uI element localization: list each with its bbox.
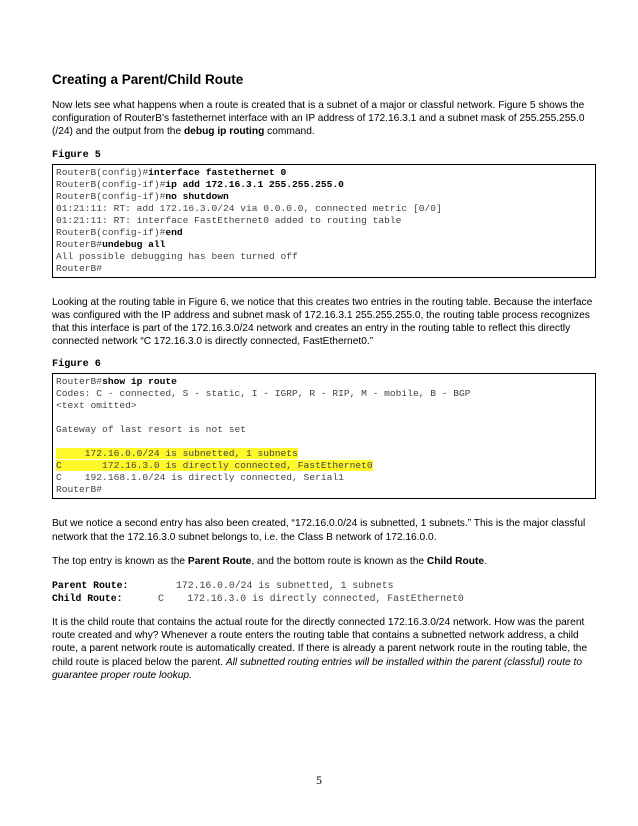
route-definitions	[52, 579, 596, 605]
section-title: Creating a Parent/Child Route	[52, 72, 244, 87]
code-line: <text omitted>	[56, 400, 137, 412]
code-line	[56, 239, 592, 251]
code-line: C 192.168.1.0/24 is directly connected, Serial1	[56, 472, 344, 484]
highlighted-line	[56, 448, 592, 460]
prompt: RouterB(config-if)#	[56, 178, 166, 190]
intro-text: Now lets see what happens when a route is created that is a subnet of a major or classful network. Figure 5 shows the configuration of RouterB’s fastethernet interface with an IP address of 172.16.3.1 and a subnet mask of 255.255.255.0 (/24) and the output from the	[52, 100, 585, 138]
prompt: RouterB#	[56, 376, 103, 388]
child-route-term: Child Route	[426, 555, 485, 567]
figure-5-label: Figure 5	[52, 149, 101, 161]
child-route-label: Child Route:	[52, 593, 123, 605]
blank-line	[56, 436, 592, 448]
parent-route-term: Parent Route	[187, 555, 252, 567]
command: end	[165, 226, 183, 238]
code-line	[56, 376, 592, 388]
prompt: RouterB(config-if)#	[56, 190, 166, 202]
highlight-parent: 172.16.0.0/24 is subnetted, 1 subnets	[56, 448, 298, 460]
command: undebug all	[102, 238, 166, 250]
routing-table-paragraph: Looking at the routing table in Figure 6, we notice that this creates two entries in the routing table. Because the interface was configured with the IP address and subnet mask of 172.16.3.1 255.255.255.0, the routing table process recognizes that this interface is part of the 172.16.3.0/24 network and creates an entry in the routing table to reflect this directly connected network “C 172.16.3.0 is directly connected, FastEthernet0.”	[52, 296, 593, 348]
command: interface fastethernet 0	[148, 166, 287, 178]
second-entry-paragraph: But we notice a second entry has also been created, “172.16.0.0/24 is subnetted, 1 subnets.” This is the major classful network that the 172.16.3.0 subnet belongs to, i.e. the Class B network of 172.16.0.0.	[52, 518, 586, 543]
page-number: 5	[316, 773, 322, 787]
command: ip add 172.16.3.1 255.255.255.0	[165, 178, 344, 190]
text: .	[484, 555, 487, 567]
document-page	[52, 72, 596, 693]
code-line: Gateway of last resort is not set	[56, 424, 246, 436]
child-route-row	[52, 592, 596, 605]
code-line	[56, 179, 592, 191]
explanation-italic: All subnetted routing entries will be installed within the parent (classful) route to guarantee proper route lookup.	[52, 656, 583, 681]
code-line: 01:21:11: RT: add 172.16.3.0/24 via 0.0.0.0, connected metric [0/0]	[56, 202, 442, 214]
code-line	[56, 167, 592, 179]
prompt: RouterB#	[56, 238, 103, 250]
parent-route-row	[52, 579, 596, 592]
parent-route-value: 172.16.0.0/24 is subnetted, 1 subnets	[176, 580, 394, 592]
explanation-paragraph	[52, 616, 596, 682]
intro-command: debug ip routing	[183, 126, 265, 138]
figure-6-label: Figure 6	[52, 359, 101, 371]
blank-line	[56, 412, 592, 424]
command: no shutdown	[165, 190, 229, 202]
parent-child-paragraph	[52, 555, 596, 568]
explanation-text: It is the child route that contains the actual route for the directly connected 172.16.3.0/24 network. How was the parent route created and why? Whenever a route enters the routing table that contains a subnetted network address, a child route, a parent network route is automatically created. If there is already a parent network route in the routing table, the child route is placed below the parent.	[52, 617, 588, 668]
code-line	[56, 191, 592, 203]
command: show ip route	[102, 376, 177, 388]
prompt: RouterB(config-if)#	[56, 226, 166, 238]
highlighted-line	[56, 460, 592, 472]
code-line	[56, 227, 592, 239]
text: The top entry is known as the	[52, 555, 188, 567]
code-line: 01:21:11: RT: interface FastEthernet0 added to routing table	[56, 214, 402, 226]
code-line: RouterB#	[56, 262, 103, 274]
text: , and the bottom route is known as the	[251, 555, 427, 567]
figure-5-code	[52, 164, 596, 278]
highlight-child: C 172.16.3.0 is directly connected, FastEthernet0	[56, 460, 373, 472]
figure-6-code	[52, 373, 596, 499]
intro-paragraph	[52, 99, 596, 139]
parent-route-label: Parent Route:	[52, 580, 129, 592]
code-line: RouterB#	[56, 484, 103, 496]
code-line: Codes: C - connected, S - static, I - IGRP, R - RIP, M - mobile, B - BGP	[56, 388, 471, 400]
child-route-value: C 172.16.3.0 is directly connected, FastEthernet0	[158, 593, 464, 605]
prompt: RouterB(config)#	[56, 166, 149, 178]
code-line: All possible debugging has been turned off	[56, 250, 298, 262]
intro-text-end: command.	[264, 126, 315, 138]
